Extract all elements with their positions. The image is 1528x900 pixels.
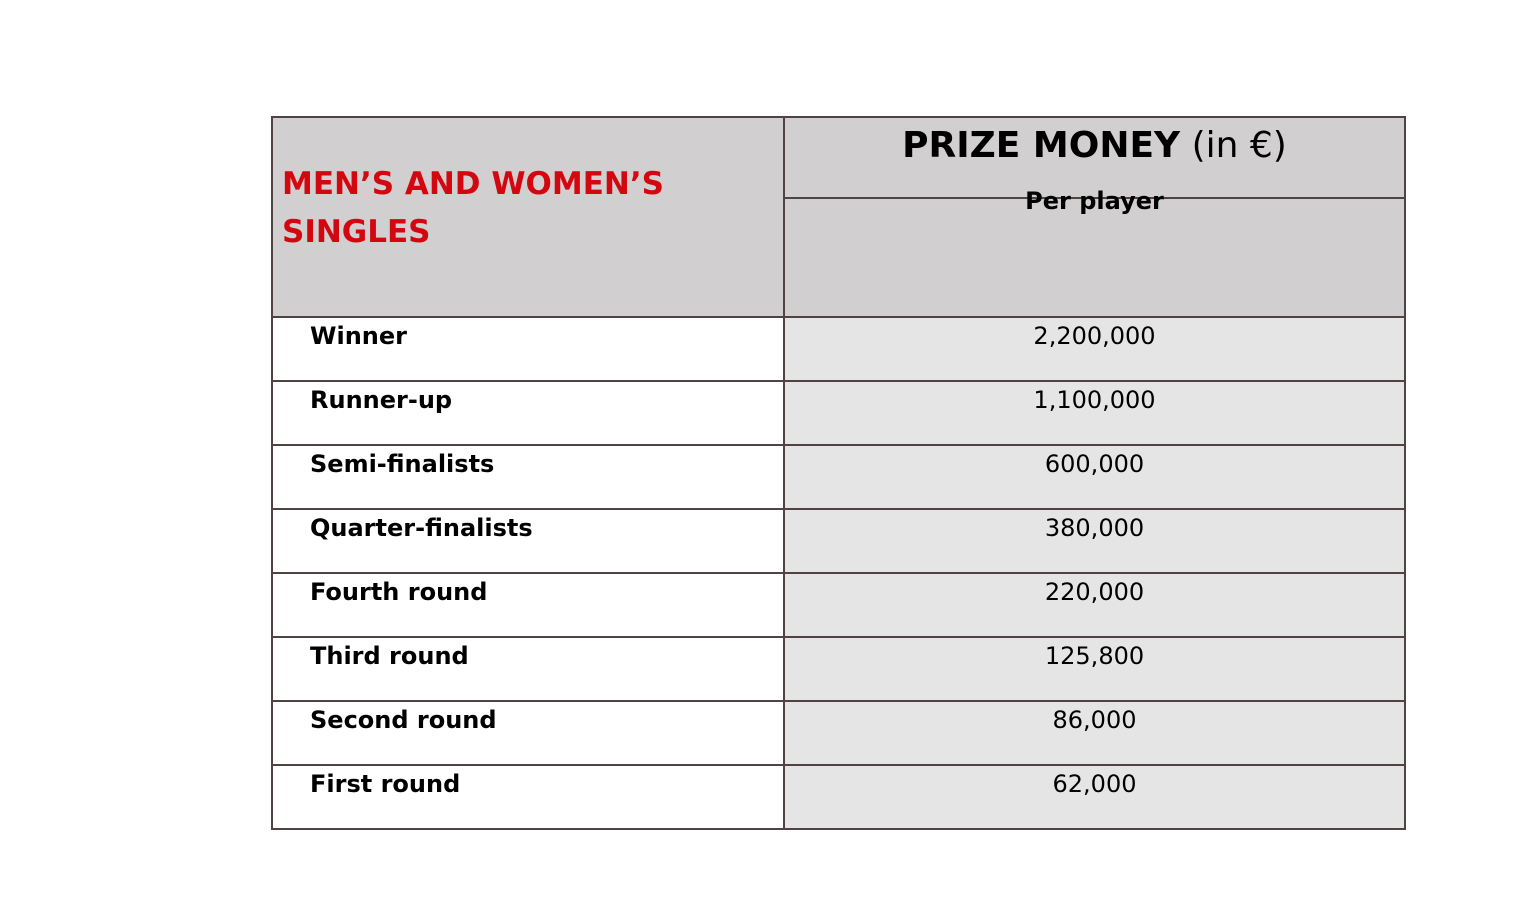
prize-amount: 125,800 (1044, 642, 1145, 670)
prize-amount: 380,000 (1044, 514, 1145, 542)
table-row (272, 317, 1405, 381)
prize-amount: 86,000 (1052, 706, 1137, 734)
amount-cell (784, 765, 1405, 829)
prize-amount: 2,200,000 (1033, 322, 1156, 350)
round-cell (272, 509, 784, 573)
table-row (272, 509, 1405, 573)
round-cell (272, 381, 784, 445)
round-label: Fourth round (310, 578, 488, 606)
round-cell (272, 317, 784, 381)
round-label: Second round (310, 706, 497, 734)
round-cell (272, 445, 784, 509)
category-title: MEN’S AND WOMEN’S SINGLES (282, 166, 664, 250)
amount-cell (784, 445, 1405, 509)
table-row (272, 445, 1405, 509)
prize-money-table (271, 116, 1406, 830)
amount-cell (784, 381, 1405, 445)
amount-cell (784, 509, 1405, 573)
round-label: First round (310, 770, 461, 798)
amount-cell (784, 573, 1405, 637)
round-cell (272, 637, 784, 701)
round-label: Third round (310, 642, 469, 670)
amount-cell (784, 701, 1405, 765)
round-cell (272, 573, 784, 637)
prize-money-label: PRIZE MONEY (902, 125, 1181, 166)
header-row (272, 117, 1405, 198)
table-row (272, 765, 1405, 829)
prize-money-header-cell (784, 117, 1405, 198)
category-header-cell (272, 117, 784, 317)
currency-unit: (in €) (1191, 125, 1287, 166)
prize-amount: 62,000 (1052, 770, 1137, 798)
round-label: Semi-finalists (310, 450, 495, 478)
prize-amount: 600,000 (1044, 450, 1145, 478)
table-row (272, 637, 1405, 701)
round-cell (272, 701, 784, 765)
per-player-label: Per player (1025, 187, 1164, 215)
round-label: Winner (310, 322, 407, 350)
table-row (272, 381, 1405, 445)
prize-amount: 220,000 (1044, 578, 1145, 606)
prize-amount: 1,100,000 (1033, 386, 1156, 414)
round-label: Runner-up (310, 386, 453, 414)
round-cell (272, 765, 784, 829)
round-label: Quarter-finalists (310, 514, 533, 542)
amount-cell (784, 317, 1405, 381)
per-player-header-cell (784, 187, 1405, 317)
table-row (272, 701, 1405, 765)
table-row (272, 573, 1405, 637)
prize-money-heading (785, 118, 1404, 170)
amount-cell (784, 637, 1405, 701)
